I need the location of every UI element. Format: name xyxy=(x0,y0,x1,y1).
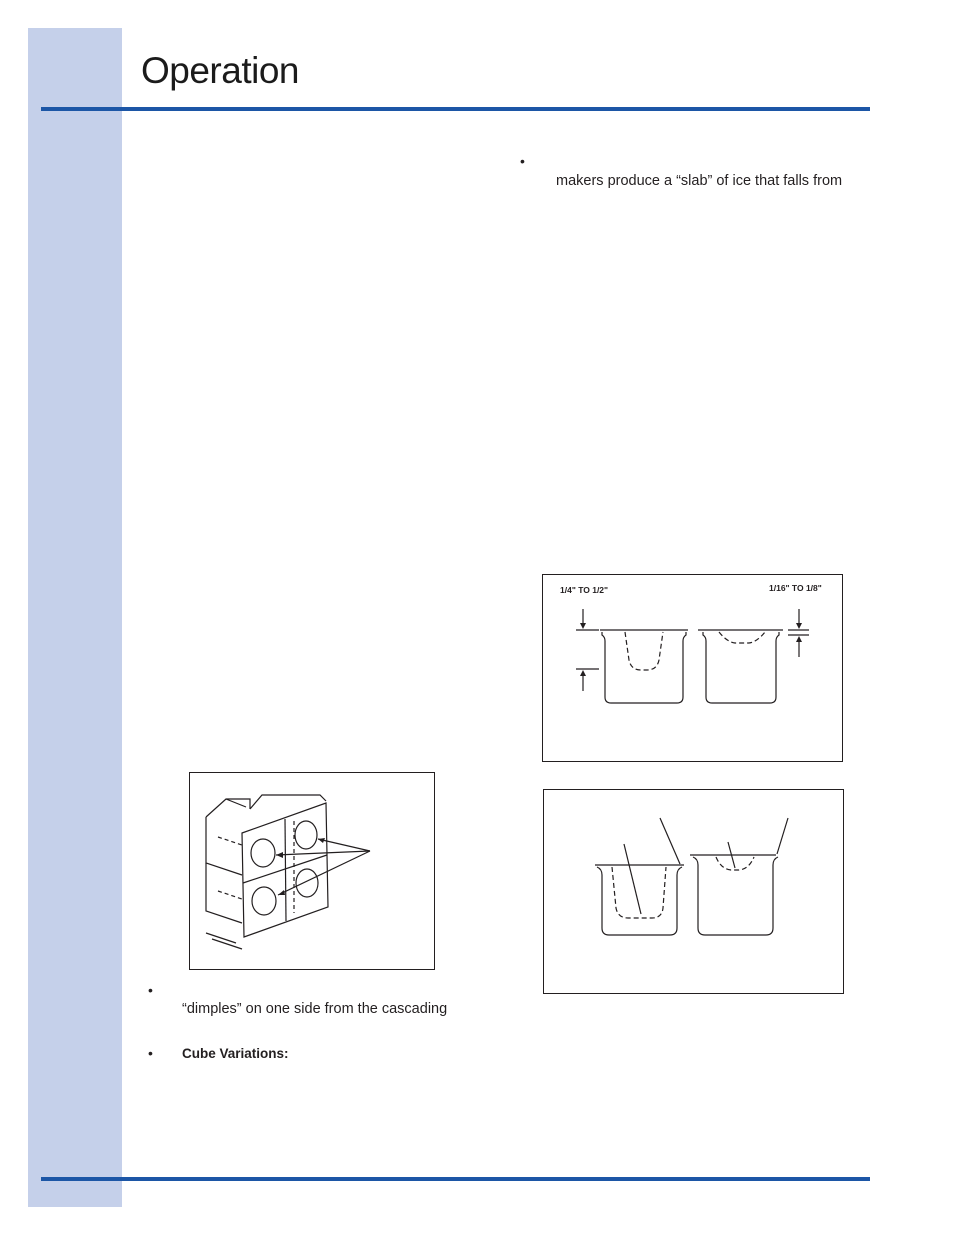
left-text-line: “dimples” on one side from the cascading xyxy=(182,1001,448,1017)
cube-thickness-drawing xyxy=(543,575,842,761)
bullet-left-2: • xyxy=(148,1045,153,1061)
bullet-right: • xyxy=(520,153,525,169)
figure-label-right: 1/16" TO 1/8" xyxy=(769,583,822,593)
page-title: Operation xyxy=(141,50,299,91)
figure-label-left: 1/4" TO 1/2" xyxy=(560,585,609,595)
bullet-left-1: • xyxy=(148,982,153,998)
right-text-line: makers produce a “slab” of ice that falls from xyxy=(556,173,843,189)
ice-slab-drawing xyxy=(190,773,434,969)
cube-variations-heading: Cube Variations: xyxy=(182,1046,289,1061)
figure-ice-slab xyxy=(189,772,435,970)
header-rule xyxy=(41,107,870,111)
figure-cube-thickness xyxy=(542,574,843,762)
figure-cube-sections xyxy=(543,789,844,994)
footer-rule xyxy=(41,1177,870,1181)
sidebar-band xyxy=(28,28,122,1207)
cube-sections-drawing xyxy=(544,790,843,993)
